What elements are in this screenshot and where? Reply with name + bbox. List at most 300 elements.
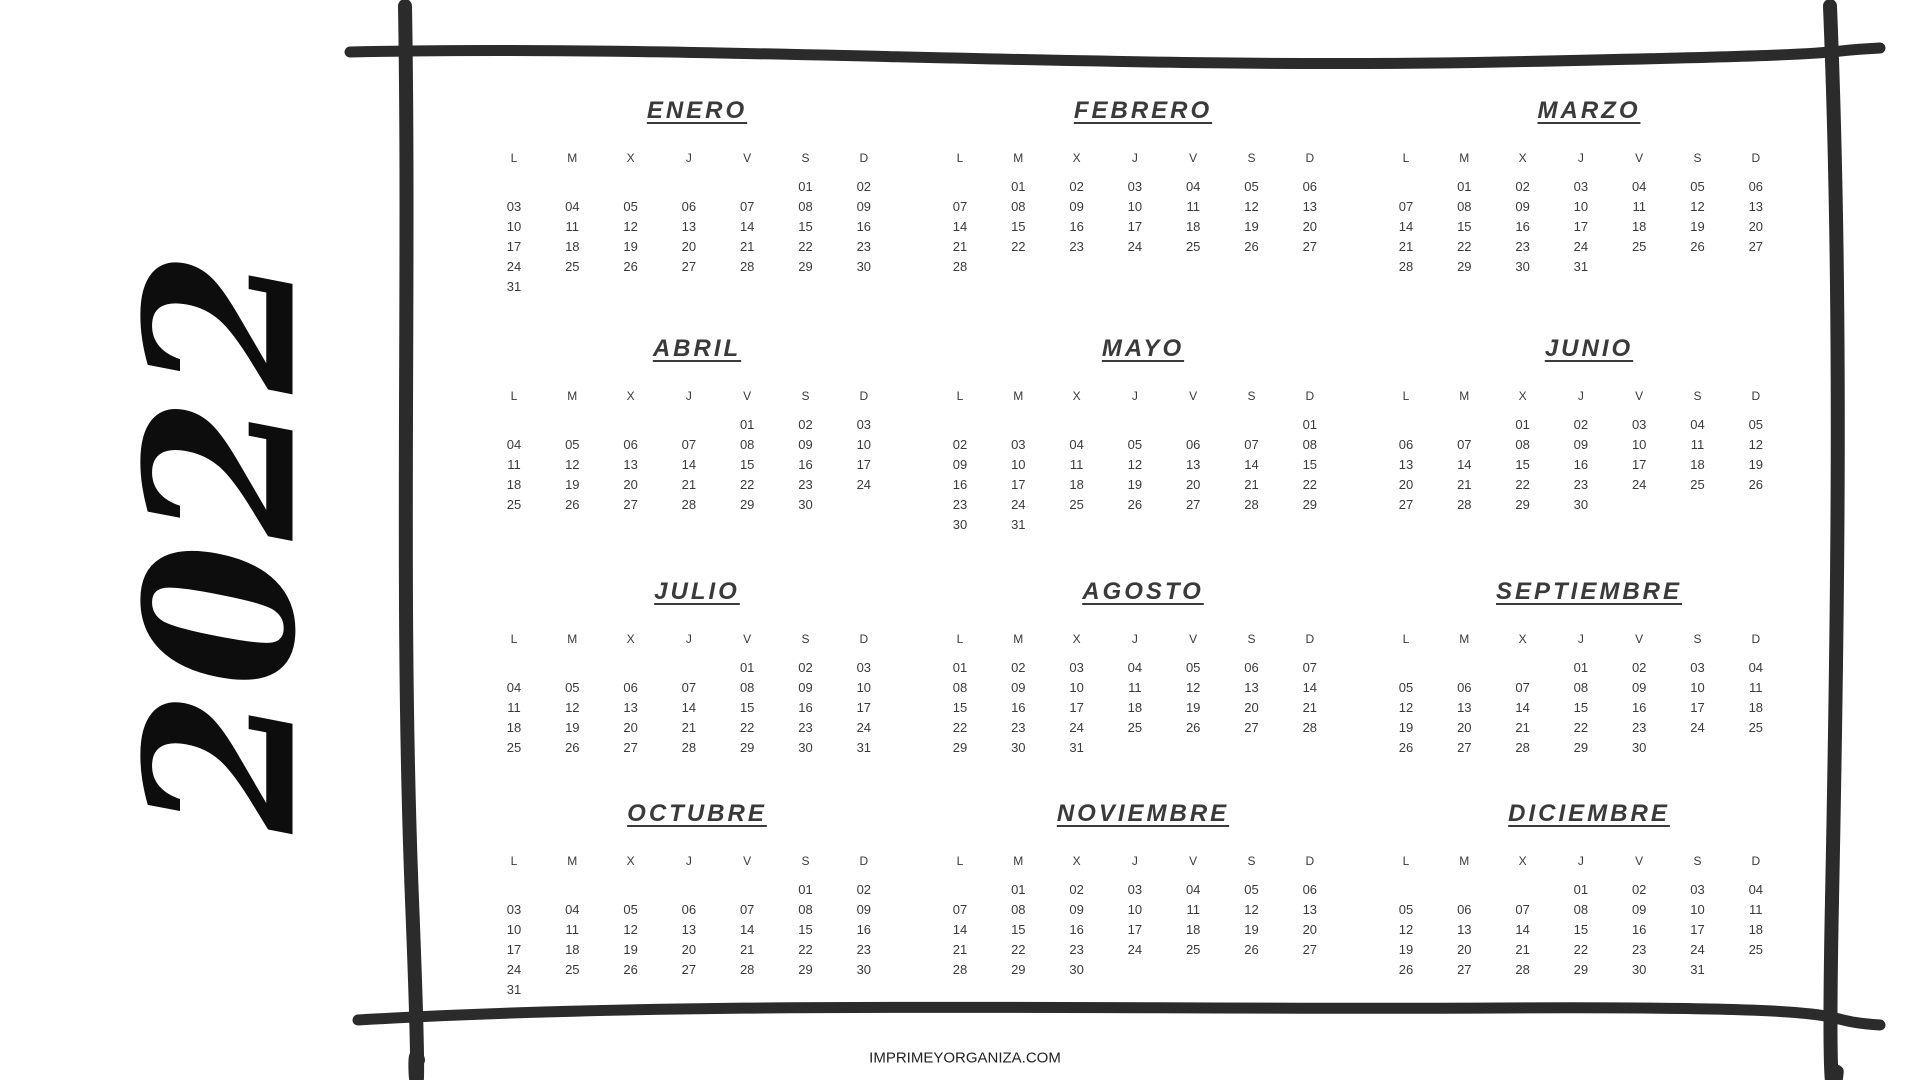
- weekday-label: D: [859, 151, 869, 165]
- day-cell: 25: [1185, 239, 1201, 254]
- day-cell: 06: [681, 199, 697, 214]
- day-cell: 31: [1011, 517, 1026, 532]
- day-cell: 05: [1690, 179, 1705, 194]
- weekday-label: V: [743, 632, 752, 646]
- weekday-label: L: [1402, 389, 1410, 403]
- day-cell: 24: [856, 477, 872, 492]
- day-cell: 06: [1185, 437, 1201, 452]
- day-cell: 17: [856, 700, 872, 715]
- day-cell: 16: [798, 700, 813, 715]
- day-cell: 03: [1631, 417, 1647, 432]
- day-cell: 09: [856, 902, 872, 917]
- day-cell: 12: [1244, 199, 1259, 214]
- weekday-label: L: [1402, 854, 1410, 868]
- weekday-label: D: [1751, 632, 1761, 646]
- month-name: OCTUBRE: [627, 800, 767, 827]
- day-cell: 06: [681, 902, 697, 917]
- day-cell: 22: [1302, 477, 1318, 492]
- day-cell: 09: [1573, 437, 1589, 452]
- weekday-label: S: [1693, 151, 1702, 165]
- day-cell: 08: [739, 680, 755, 695]
- day-cell: 26: [1127, 497, 1143, 512]
- day-cell: 24: [506, 259, 522, 274]
- weekday-label: L: [510, 151, 518, 165]
- day-cell: 26: [623, 962, 638, 977]
- day-cell: 30: [1631, 962, 1647, 977]
- day-cell: 31: [856, 740, 872, 755]
- day-cell: 27: [1398, 497, 1414, 512]
- day-cell: 14: [739, 922, 755, 937]
- day-cell: 01: [952, 660, 968, 675]
- day-cell: 30: [798, 497, 813, 512]
- day-cell: 27: [1457, 962, 1472, 977]
- day-cell: 25: [1748, 942, 1764, 957]
- month-noviembre: [943, 798, 1343, 977]
- weekday-label: S: [1693, 389, 1702, 403]
- day-cell: 26: [1244, 942, 1259, 957]
- day-cell: 18: [1185, 922, 1201, 937]
- day-cell: 07: [1457, 437, 1472, 452]
- day-cell: 23: [798, 477, 813, 492]
- day-cell: 29: [798, 962, 813, 977]
- weekday-label: M: [567, 151, 578, 165]
- month-agosto: [943, 576, 1343, 755]
- day-cell: 12: [1690, 199, 1705, 214]
- day-cell: 28: [952, 259, 968, 274]
- weekday-label: D: [1751, 151, 1761, 165]
- day-cell: 18: [1185, 219, 1201, 234]
- day-cell: 24: [1631, 477, 1647, 492]
- weekday-label: J: [685, 854, 692, 868]
- weekday-label: J: [1577, 632, 1584, 646]
- day-cell: 25: [1690, 477, 1705, 492]
- day-cell: 02: [1011, 660, 1026, 675]
- day-cell: 17: [1631, 457, 1647, 472]
- weekday-label: J: [685, 151, 692, 165]
- day-cell: 03: [1011, 437, 1026, 452]
- day-cell: 30: [1515, 259, 1530, 274]
- day-cell: 22: [798, 239, 813, 254]
- day-cell: 27: [1244, 720, 1259, 735]
- day-cell: 12: [1244, 902, 1259, 917]
- day-cell: 28: [1302, 720, 1318, 735]
- weekday-label: S: [801, 854, 810, 868]
- day-cell: 16: [1011, 700, 1026, 715]
- day-cell: 16: [952, 477, 968, 492]
- day-cell: 28: [1515, 962, 1530, 977]
- day-cell: 15: [1011, 922, 1026, 937]
- day-cell: 25: [1748, 720, 1764, 735]
- day-cell: 03: [506, 902, 522, 917]
- day-cell: 30: [1631, 740, 1647, 755]
- day-cell: 25: [1185, 942, 1201, 957]
- day-cell: 04: [506, 437, 522, 452]
- day-cell: 23: [856, 239, 872, 254]
- day-cell: 18: [1127, 700, 1143, 715]
- day-cell: 06: [1398, 437, 1414, 452]
- day-cell: 04: [1185, 179, 1201, 194]
- day-cell: 15: [739, 700, 755, 715]
- month-name: JULIO: [654, 578, 740, 605]
- day-cell: 07: [1398, 199, 1414, 214]
- day-cell: 12: [1185, 680, 1201, 695]
- day-cell: 19: [1244, 219, 1259, 234]
- weekday-label: V: [1635, 151, 1644, 165]
- day-cell: 15: [739, 457, 755, 472]
- day-cell: 19: [1398, 720, 1414, 735]
- day-cell: 23: [1069, 239, 1084, 254]
- day-cell: 06: [623, 680, 638, 695]
- day-cell: 27: [1302, 942, 1318, 957]
- day-cell: 20: [1302, 922, 1318, 937]
- day-cell: 28: [1515, 740, 1530, 755]
- day-cell: 05: [1398, 680, 1414, 695]
- day-cell: 16: [1069, 219, 1084, 234]
- weekday-label: J: [1131, 632, 1138, 646]
- weekday-label: M: [1459, 854, 1470, 868]
- day-cell: 09: [1069, 199, 1084, 214]
- day-cell: 13: [1748, 199, 1764, 214]
- day-cell: 14: [1457, 457, 1472, 472]
- weekday-label: V: [743, 389, 752, 403]
- day-cell: 27: [1748, 239, 1764, 254]
- day-cell: 21: [1398, 239, 1414, 254]
- day-cell: 30: [856, 962, 872, 977]
- day-cell: 05: [1185, 660, 1201, 675]
- weekday-label: J: [1577, 389, 1584, 403]
- day-cell: 22: [952, 720, 968, 735]
- day-cell: 29: [1573, 740, 1589, 755]
- day-cell: 02: [952, 437, 968, 452]
- day-cell: 11: [1069, 457, 1084, 472]
- day-cell: 29: [1573, 962, 1589, 977]
- day-cell: 19: [565, 477, 580, 492]
- day-cell: 15: [952, 700, 968, 715]
- day-cell: 19: [1185, 700, 1201, 715]
- day-cell: 21: [739, 239, 755, 254]
- day-cell: 20: [623, 720, 638, 735]
- weekday-label: L: [1402, 632, 1410, 646]
- weekday-label: M: [567, 632, 578, 646]
- day-cell: 22: [1515, 477, 1530, 492]
- day-cell: 26: [1748, 477, 1764, 492]
- weekday-label: S: [801, 389, 810, 403]
- day-cell: 05: [1398, 902, 1414, 917]
- day-cell: 16: [1515, 219, 1530, 234]
- day-cell: 27: [1302, 239, 1318, 254]
- day-cell: 18: [565, 239, 580, 254]
- day-cell: 07: [952, 199, 968, 214]
- day-cell: 04: [1631, 179, 1647, 194]
- day-cell: 09: [798, 680, 813, 695]
- weekday-label: J: [1577, 151, 1584, 165]
- day-cell: 07: [1515, 902, 1530, 917]
- weekday-label: X: [1072, 854, 1081, 868]
- day-cell: 16: [856, 922, 872, 937]
- day-cell: 09: [1631, 902, 1647, 917]
- weekday-label: L: [510, 632, 518, 646]
- day-cell: 27: [1457, 740, 1472, 755]
- day-cell: 10: [1690, 680, 1705, 695]
- day-cell: 03: [1690, 882, 1705, 897]
- day-cell: 15: [1515, 457, 1530, 472]
- weekday-label: V: [1635, 632, 1644, 646]
- day-cell: 02: [1631, 660, 1647, 675]
- weekday-label: J: [1131, 389, 1138, 403]
- day-cell: 22: [1573, 720, 1589, 735]
- day-cell: 09: [1011, 680, 1026, 695]
- day-cell: 02: [856, 179, 872, 194]
- day-cell: 13: [1398, 457, 1414, 472]
- day-cell: 17: [1690, 700, 1705, 715]
- day-cell: 24: [1127, 942, 1143, 957]
- day-cell: 19: [1244, 922, 1259, 937]
- weekday-label: X: [1518, 632, 1527, 646]
- weekday-label: S: [1247, 632, 1256, 646]
- day-cell: 07: [1302, 660, 1318, 675]
- day-cell: 25: [506, 740, 522, 755]
- day-cell: 07: [1244, 437, 1259, 452]
- day-cell: 26: [1398, 740, 1414, 755]
- day-cell: 01: [739, 660, 755, 675]
- day-cell: 08: [952, 680, 968, 695]
- day-cell: 26: [1185, 720, 1201, 735]
- day-cell: 02: [798, 417, 813, 432]
- day-cell: 05: [1127, 437, 1143, 452]
- day-cell: 22: [739, 477, 755, 492]
- day-cell: 13: [1302, 902, 1318, 917]
- day-cell: 29: [1515, 497, 1530, 512]
- day-cell: 01: [1573, 882, 1589, 897]
- day-cell: 10: [1690, 902, 1705, 917]
- weekday-label: X: [1072, 389, 1081, 403]
- day-cell: 02: [1631, 882, 1647, 897]
- day-cell: 15: [1573, 700, 1589, 715]
- day-cell: 12: [565, 700, 580, 715]
- day-cell: 11: [1186, 199, 1200, 214]
- day-cell: 02: [1069, 179, 1084, 194]
- day-cell: 03: [1127, 179, 1143, 194]
- weekday-label: D: [1305, 632, 1315, 646]
- day-cell: 20: [1185, 477, 1201, 492]
- weekday-label: J: [1131, 151, 1138, 165]
- month-junio: [1389, 333, 1789, 512]
- day-cell: 09: [1631, 680, 1647, 695]
- day-cell: 13: [681, 219, 697, 234]
- day-cell: 03: [856, 660, 872, 675]
- weekday-label: X: [1518, 389, 1527, 403]
- day-cell: 28: [739, 962, 755, 977]
- day-cell: 14: [1302, 680, 1318, 695]
- weekday-label: J: [685, 632, 692, 646]
- day-cell: 17: [856, 457, 872, 472]
- weekday-label: X: [1072, 632, 1081, 646]
- day-cell: 01: [798, 882, 813, 897]
- day-cell: 29: [739, 497, 755, 512]
- day-cell: 27: [1185, 497, 1201, 512]
- weekday-label: L: [510, 389, 518, 403]
- day-cell: 29: [798, 259, 813, 274]
- day-cell: 07: [1515, 680, 1530, 695]
- day-cell: 13: [623, 457, 638, 472]
- day-cell: 15: [1573, 922, 1589, 937]
- day-cell: 08: [1011, 199, 1026, 214]
- day-cell: 06: [1457, 902, 1472, 917]
- day-cell: 20: [1457, 720, 1472, 735]
- day-cell: 14: [681, 700, 697, 715]
- day-cell: 04: [506, 680, 522, 695]
- weekday-label: V: [1635, 854, 1644, 868]
- day-cell: 18: [1690, 457, 1705, 472]
- day-cell: 28: [1457, 497, 1472, 512]
- weekday-label: M: [1013, 151, 1024, 165]
- day-cell: 04: [565, 902, 580, 917]
- month-name: MARZO: [1537, 97, 1641, 124]
- day-cell: 15: [798, 922, 813, 937]
- day-cell: 17: [1127, 219, 1143, 234]
- day-cell: 15: [798, 219, 813, 234]
- weekday-label: L: [956, 389, 964, 403]
- day-cell: 04: [1069, 437, 1084, 452]
- weekday-label: X: [1518, 854, 1527, 868]
- month-marzo: [1389, 95, 1789, 274]
- day-cell: 29: [1302, 497, 1318, 512]
- day-cell: 23: [1631, 942, 1647, 957]
- day-cell: 11: [1128, 680, 1142, 695]
- day-cell: 20: [1244, 700, 1259, 715]
- day-cell: 19: [1398, 942, 1414, 957]
- day-cell: 18: [506, 720, 522, 735]
- day-cell: 28: [1398, 259, 1414, 274]
- day-cell: 14: [1244, 457, 1259, 472]
- day-cell: 20: [681, 239, 697, 254]
- day-cell: 18: [565, 942, 580, 957]
- day-cell: 04: [1748, 660, 1764, 675]
- day-cell: 03: [856, 417, 872, 432]
- day-cell: 24: [1011, 497, 1026, 512]
- day-cell: 22: [1457, 239, 1472, 254]
- day-cell: 12: [565, 457, 580, 472]
- day-cell: 12: [1127, 457, 1143, 472]
- day-cell: 12: [1398, 922, 1414, 937]
- day-cell: 17: [506, 239, 522, 254]
- weekday-label: M: [1013, 854, 1024, 868]
- day-cell: 29: [739, 740, 755, 755]
- day-cell: 07: [952, 902, 968, 917]
- day-cell: 08: [1302, 437, 1318, 452]
- day-cell: 25: [1631, 239, 1647, 254]
- month-octubre: [497, 798, 897, 997]
- day-cell: 05: [565, 680, 580, 695]
- day-cell: 30: [856, 259, 872, 274]
- day-cell: 11: [1749, 902, 1763, 917]
- weekday-label: M: [1013, 389, 1024, 403]
- day-cell: 06: [1244, 660, 1259, 675]
- day-cell: 18: [1748, 922, 1764, 937]
- weekday-label: J: [1577, 854, 1584, 868]
- month-febrero: [943, 95, 1343, 274]
- weekday-label: S: [1693, 854, 1702, 868]
- day-cell: 29: [1011, 962, 1026, 977]
- day-cell: 10: [506, 922, 522, 937]
- day-cell: 02: [798, 660, 813, 675]
- day-cell: 26: [565, 740, 580, 755]
- day-cell: 04: [1127, 660, 1143, 675]
- day-cell: 28: [1244, 497, 1259, 512]
- day-cell: 22: [1011, 239, 1026, 254]
- day-cell: 19: [623, 239, 638, 254]
- day-cell: 08: [798, 199, 813, 214]
- day-cell: 08: [1011, 902, 1026, 917]
- day-cell: 20: [1748, 219, 1764, 234]
- month-name: SEPTIEMBRE: [1495, 578, 1683, 605]
- day-cell: 21: [1457, 477, 1472, 492]
- day-cell: 01: [739, 417, 755, 432]
- day-cell: 06: [1748, 179, 1764, 194]
- day-cell: 21: [952, 942, 968, 957]
- day-cell: 05: [1244, 179, 1259, 194]
- weekday-label: L: [510, 854, 518, 868]
- day-cell: 28: [952, 962, 968, 977]
- weekday-label: M: [1459, 389, 1470, 403]
- day-cell: 30: [798, 740, 813, 755]
- day-cell: 06: [1302, 882, 1318, 897]
- day-cell: 30: [1069, 962, 1084, 977]
- day-cell: 20: [681, 942, 697, 957]
- month-name: DICIEMBRE: [1508, 800, 1670, 827]
- day-cell: 02: [1573, 417, 1589, 432]
- weekday-label: M: [567, 854, 578, 868]
- month-name: AGOSTO: [1082, 578, 1204, 605]
- day-cell: 03: [506, 199, 522, 214]
- day-cell: 18: [1748, 700, 1764, 715]
- day-cell: 25: [565, 259, 580, 274]
- day-cell: 25: [1069, 497, 1084, 512]
- day-cell: 23: [1573, 477, 1589, 492]
- weekday-label: D: [859, 389, 869, 403]
- day-cell: 17: [1011, 477, 1026, 492]
- day-cell: 15: [1302, 457, 1318, 472]
- day-cell: 19: [1127, 477, 1143, 492]
- day-cell: 02: [856, 882, 872, 897]
- day-cell: 26: [1690, 239, 1705, 254]
- weekday-label: L: [956, 151, 964, 165]
- day-cell: 19: [1690, 219, 1705, 234]
- day-cell: 12: [623, 219, 638, 234]
- day-cell: 30: [952, 517, 968, 532]
- day-cell: 24: [1690, 720, 1705, 735]
- day-cell: 07: [739, 199, 755, 214]
- day-cell: 13: [681, 922, 697, 937]
- weekday-label: S: [1247, 389, 1256, 403]
- day-cell: 07: [681, 680, 697, 695]
- day-cell: 23: [952, 497, 968, 512]
- day-cell: 05: [623, 199, 638, 214]
- day-cell: 14: [1515, 922, 1530, 937]
- day-cell: 09: [952, 457, 968, 472]
- weekday-label: S: [1693, 632, 1702, 646]
- day-cell: 13: [1457, 700, 1472, 715]
- day-cell: 16: [1631, 700, 1647, 715]
- day-cell: 30: [1573, 497, 1589, 512]
- day-cell: 24: [1069, 720, 1084, 735]
- day-cell: 22: [1011, 942, 1026, 957]
- day-cell: 11: [507, 700, 521, 715]
- weekday-label: V: [1189, 151, 1198, 165]
- day-cell: 10: [506, 219, 522, 234]
- month-name: JUNIO: [1544, 335, 1634, 362]
- day-cell: 12: [1748, 437, 1764, 452]
